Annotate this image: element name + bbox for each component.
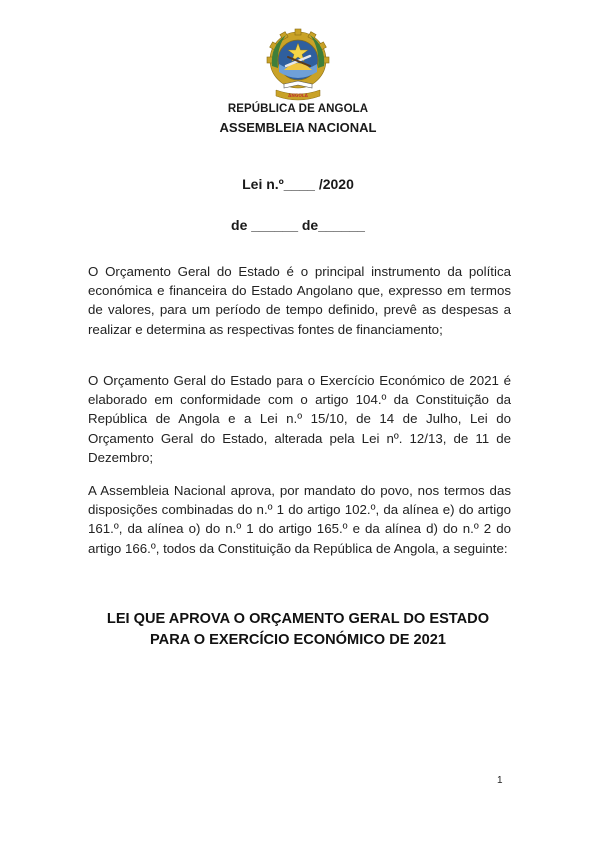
header-country: REPÚBLICA DE ANGOLA — [227, 103, 369, 115]
law-number: Lei n.º____ /2020 — [242, 176, 354, 192]
page-number: 1 — [497, 775, 503, 786]
angola-coat-of-arms-icon — [262, 26, 334, 102]
law-date: de ______ de______ — [231, 217, 365, 233]
svg-text:ANGOLA: ANGOLA — [288, 93, 308, 98]
preamble-paragraph-1: O Orçamento Geral do Estado é o principal instrumento da política económica e financeira do Estado Angolano que, expresso em termos de valores, para um período de tempo definido, prevê as despesas a realizar e determina as respectivas fontes de financiamento; — [88, 264, 511, 337]
preamble-paragraph-2: O Orçamento Geral do Estado para o Exercício Económico de 2021 é elaborado em conformidade com o artigo 104.º da Constituição da República de Angola e a Lei n.º 15/10, de 14 de Julho, Lei do Orçamento Geral do Estado, alterada pela Lei nº. 12/13, de 11 de Dezembro; — [88, 373, 511, 465]
law-title — [70, 609, 526, 651]
preamble-paragraph-3: A Assembleia Nacional aprova, por mandato do povo, nos termos das disposições combinadas do n.º 1 do artigo 102.º, da alínea e) do artigo 161.º, da alínea o) do n.º 1 do artigo 165.º e da alínea d) do n.º 2 do artigo 166.º, todos da Constituição da República de Angola, a seguinte: — [88, 483, 511, 556]
header-assembly: ASSEMBLEIA NACIONAL — [219, 120, 377, 135]
law-title-line-1: LEI QUE APROVA O ORÇAMENTO GERAL DO ESTADO — [106, 611, 490, 627]
law-title-line-2: PARA O EXERCÍCIO ECONÓMICO DE 2021 — [150, 632, 446, 648]
